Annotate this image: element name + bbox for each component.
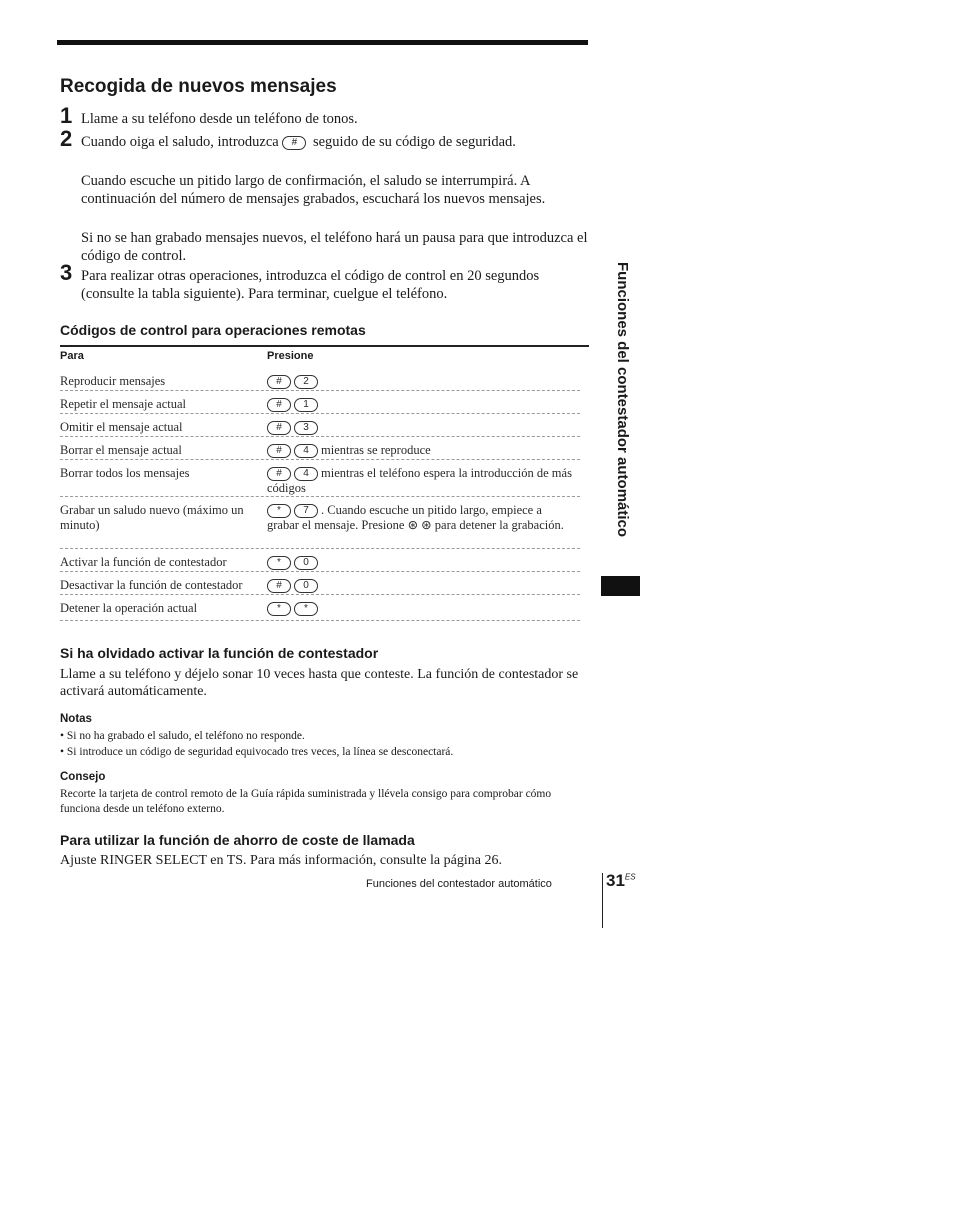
table-row-keys — [267, 601, 572, 616]
hash-key-icon: # — [267, 421, 291, 435]
table-row-keys — [267, 466, 572, 496]
table-row-label: Desactivar la función de contestador — [60, 578, 243, 592]
table-row-label: Omitir el mensaje actual — [60, 420, 183, 434]
hash-key-icon: # — [267, 467, 291, 481]
table-row-label: Activar la función de contestador — [60, 555, 227, 569]
digit-key-icon: 3 — [294, 421, 318, 435]
saver-text: Ajuste RINGER SELECT en TS. Para más información, consulte la página 26. — [60, 853, 502, 868]
table-row-divider — [60, 496, 580, 497]
star-key-icon: * — [267, 556, 291, 570]
table-row-divider — [60, 594, 580, 595]
table-row-label: Repetir el mensaje actual — [60, 397, 186, 411]
hash-key-icon: # — [282, 136, 306, 150]
table-row-divider — [60, 548, 580, 549]
hash-key-icon: # — [267, 444, 291, 458]
hash-key-icon: # — [267, 375, 291, 389]
digit-key-icon: 4 — [294, 444, 318, 458]
step-3-number: 3 — [60, 260, 73, 285]
table-row-keys — [267, 555, 572, 570]
digit-key-icon: 0 — [294, 556, 318, 570]
step-3-text: Para realizar otras operaciones, introduzca el código de control en 20 segundos (consulte la tabla siguiente). Para terminar, cuelgue el teléfono. — [81, 268, 540, 302]
star-key-icon: * — [294, 602, 318, 616]
footer-section: Funciones del contestador automático — [366, 878, 552, 890]
table-header-para: Para — [60, 350, 84, 362]
digit-key-icon: 2 — [294, 375, 318, 389]
section-title: Recogida de nuevos mensajes — [60, 76, 337, 97]
table-title: Códigos de control para operaciones remotas — [60, 322, 366, 338]
table-row-divider — [60, 436, 580, 437]
table-row-label: Detener la operación actual — [60, 601, 198, 615]
side-tab-label: Funciones del contestador automático — [614, 262, 631, 538]
table-row-note: . Cuando escuche un pitido largo, empiece a grabar el mensaje. Presione ⊛ ⊛ para detener la grabación. — [267, 503, 564, 533]
table-top-rule — [60, 345, 589, 347]
table-row-divider — [60, 571, 580, 572]
digit-key-icon: 1 — [294, 398, 318, 412]
saver-heading: Para utilizar la función de ahorro de coste de llamada — [60, 832, 415, 848]
step-1-number: 1 — [60, 103, 73, 128]
step-2-para-2: Cuando escuche un pitido largo de confirmación, el saludo se interrumpirá. A continuación del número de mensajes grabados, escuchará los nuevos mensajes. — [81, 173, 546, 207]
step-2-text: Cuando oiga el saludo, introduzca # seguido de su código de seguridad. — [81, 134, 516, 150]
digit-key-icon: 0 — [294, 579, 318, 593]
tip-text: Recorte la tarjeta de control remoto de la Guía rápida suministrada y llévela consigo para comprobar cómo funciona desde un teléfono externo. — [60, 788, 552, 815]
tip-heading: Consejo — [60, 771, 106, 783]
top-rule — [57, 40, 588, 45]
star-key-icon: * — [267, 504, 291, 518]
table-row-note: mientras el teléfono espera la introducción de más códigos — [267, 466, 572, 496]
hash-key-icon: # — [267, 579, 291, 593]
thumb-tab-marker — [601, 576, 640, 596]
page-number: $31^{ES}$ — [606, 871, 636, 890]
table-row-keys — [267, 374, 572, 389]
table-row-label: Reproducir mensajes — [60, 374, 166, 388]
forgot-text: Llame a su teléfono y déjelo sonar 10 veces hasta que conteste. La función de contestador se activará automáticamente. — [60, 667, 579, 699]
table-header-presione: Presione — [267, 350, 314, 362]
step-1-text: Llame a su teléfono desde un teléfono de tonos. — [81, 111, 358, 127]
footer-divider — [602, 873, 603, 928]
table-row-divider — [60, 620, 580, 621]
note-item: • Si introduce un código de seguridad equivocado tres veces, la línea se desconectará. — [60, 746, 454, 758]
table-row-label: Borrar el mensaje actual — [60, 443, 182, 457]
digit-key-icon: 7 — [294, 504, 318, 518]
star-key-icon: * — [267, 602, 291, 616]
table-row-divider — [60, 390, 580, 391]
note-item: • Si no ha grabado el saludo, el teléfono no responde. — [60, 730, 305, 742]
step-2-number: 2 — [60, 126, 73, 151]
table-row-label: Borrar todos los mensajes — [60, 466, 190, 480]
table-row-note: mientras se reproduce — [321, 443, 431, 457]
table-row-keys — [267, 503, 572, 533]
table-row-keys — [267, 443, 572, 458]
table-row-divider — [60, 459, 580, 460]
table-row-divider — [60, 413, 580, 414]
table-row-label: Grabar un saludo nuevo (máximo un minuto) — [60, 503, 244, 532]
digit-key-icon: 4 — [294, 467, 318, 481]
table-row-keys — [267, 420, 572, 435]
notes-heading: Notas — [60, 713, 92, 725]
hash-key-icon: # — [267, 398, 291, 412]
step-2-para-3: Si no se han grabado mensajes nuevos, el teléfono hará un pausa para que introduzca el código de control. — [81, 230, 588, 264]
table-row-keys — [267, 397, 572, 412]
forgot-heading: Si ha olvidado activar la función de contestador — [60, 645, 379, 661]
table-row-keys — [267, 578, 572, 593]
